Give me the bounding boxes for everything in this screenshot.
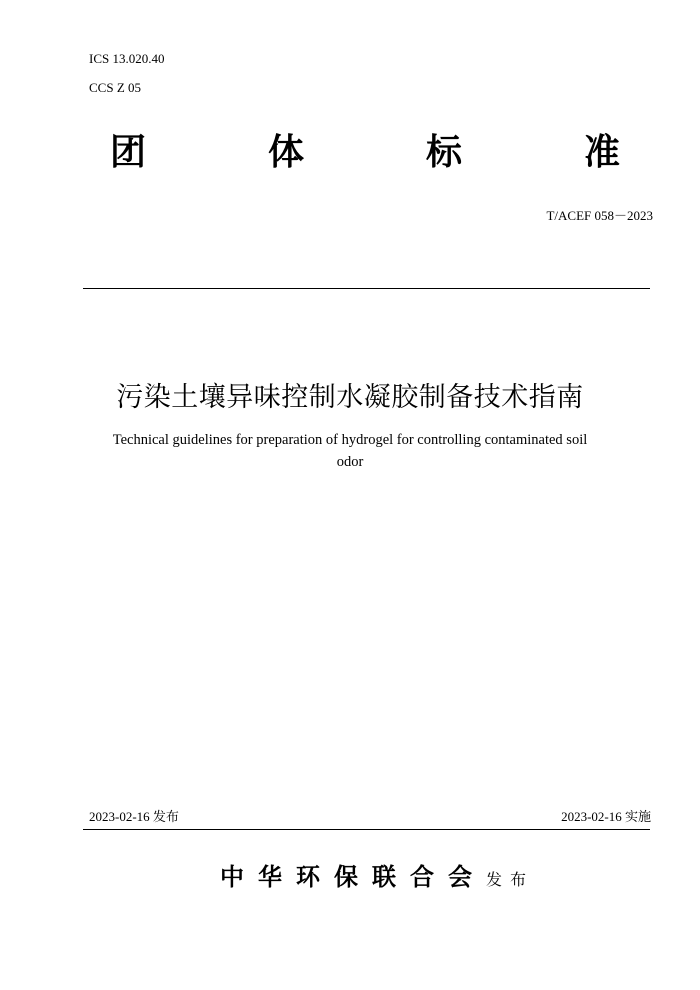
standard-number: T/ACEF 058－2023	[546, 208, 653, 223]
standard-type-char: 准	[583, 132, 620, 173]
standard-type-heading	[110, 132, 620, 174]
bottom-divider	[83, 829, 650, 830]
publisher-name: 中华环保联合会	[220, 863, 486, 891]
title-english-line: Technical guidelines for preparation of hydrogel for controlling contaminated soil	[112, 432, 588, 448]
issue-date: 2023-02-16 发布	[89, 809, 179, 824]
publisher-line	[220, 860, 534, 897]
title-english-line: odor	[336, 454, 364, 470]
top-divider	[83, 288, 650, 289]
implementation-date: 2023-02-16 实施	[561, 809, 651, 824]
publisher-suffix: 发布	[486, 870, 535, 889]
standard-type-char: 团	[110, 132, 147, 173]
ccs-code: CCS Z 05	[89, 80, 142, 95]
title-english	[70, 429, 630, 473]
standard-type-char: 标	[425, 132, 462, 173]
ics-code: ICS 13.020.40	[89, 51, 165, 66]
standard-type-char: 体	[267, 132, 304, 173]
title-chinese: 污染土壤异味控制水凝胶制备技术指南	[116, 382, 584, 413]
